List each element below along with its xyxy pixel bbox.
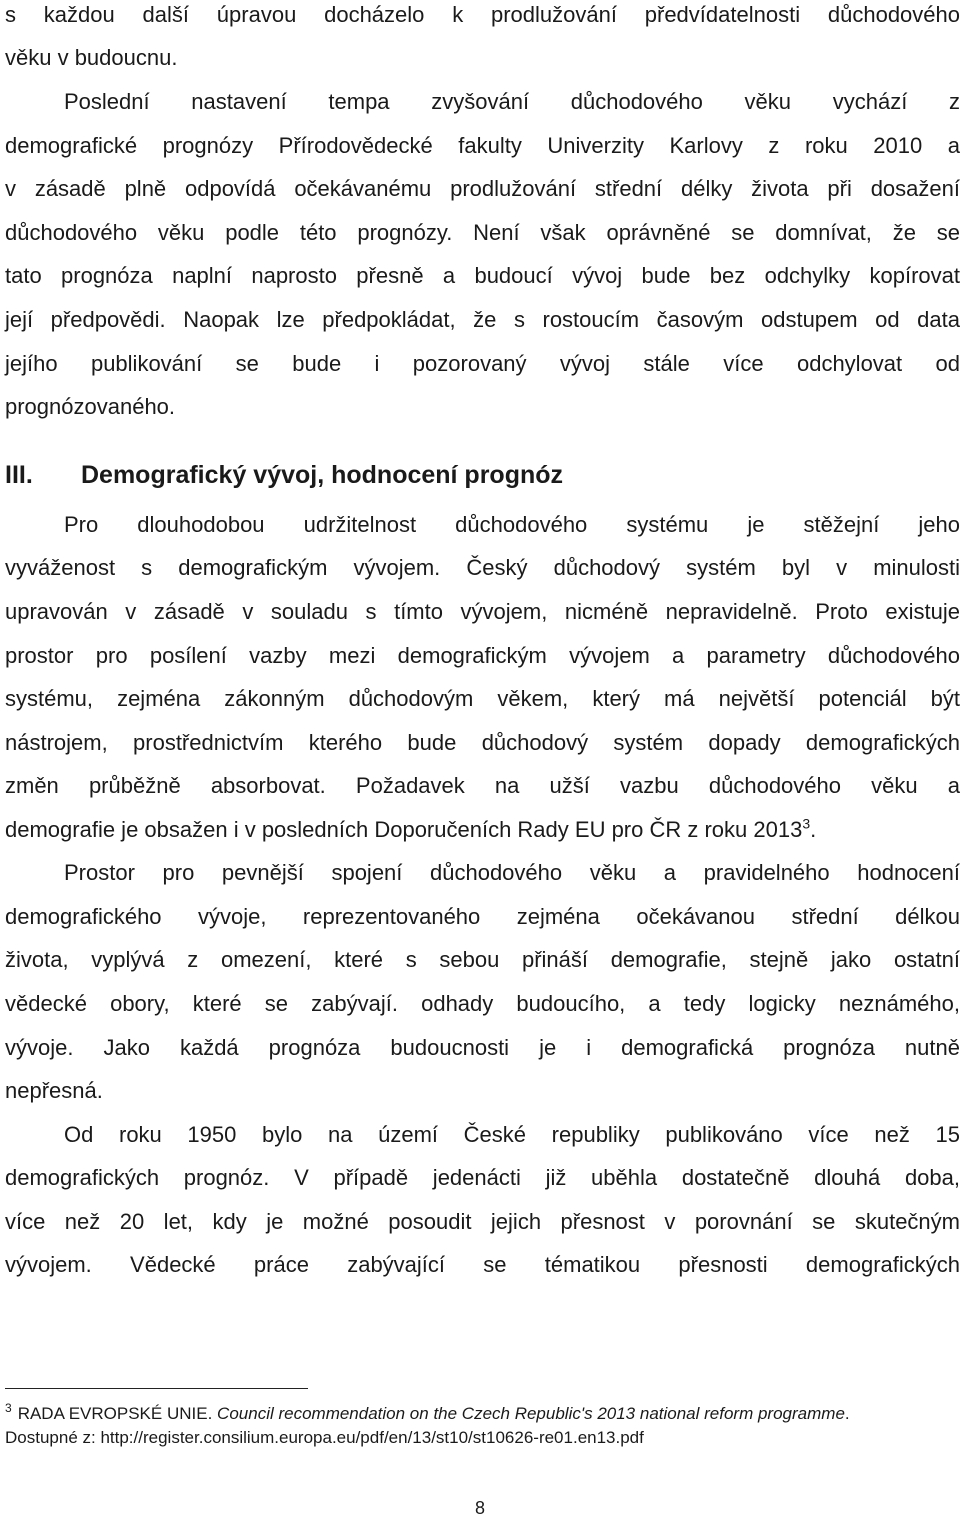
text-line: Poslední nastavení tempa zvyšování důchodového věku vychází z bbox=[64, 89, 960, 114]
text-line: její předpovědi. Naopak lze předpokládat, že s rostoucím časovým odstupem od data bbox=[5, 307, 960, 332]
text-line: více než 20 let, kdy je možné posoudit jejich přesnost v porovnání se skutečným bbox=[5, 1209, 960, 1234]
section-heading bbox=[5, 453, 960, 497]
text-line: nástrojem, prostřednictvím kterého bude důchodový systém dopady demografických bbox=[5, 730, 960, 755]
footnote bbox=[5, 1402, 850, 1426]
footnote-author: RADA EVROPSKÉ UNIE. bbox=[17, 1404, 213, 1423]
footnote-title-end: . bbox=[844, 1404, 850, 1423]
text-line: upravován v zásadě v souladu s tímto vývojem, nicméně nepravidelně. Proto existuje bbox=[5, 599, 960, 624]
text-line: prostor pro posílení vazby mezi demografickým vývojem a parametry důchodového bbox=[5, 643, 960, 668]
section-number: III. bbox=[5, 461, 33, 489]
text-line: Pro dlouhodobou udržitelnost důchodového systému je stěžejní jeho bbox=[64, 512, 960, 537]
text-line: života, vyplývá z omezení, které s sebou přináší demografie, stejně jako ostatní bbox=[5, 947, 960, 972]
text-line: demografického vývoje, reprezentovaného zejména očekávanou střední délkou bbox=[5, 904, 960, 929]
section-title: Demografický vývoj, hodnocení prognóz bbox=[81, 461, 564, 489]
footnote-title: Council recommendation on the Czech Republic's 2013 national reform programme bbox=[217, 1404, 845, 1423]
sentence-end: . bbox=[810, 817, 817, 842]
text-line: změn průběžně absorbovat. Požadavek na užší vazbu důchodového věku a bbox=[5, 773, 960, 798]
page-number: 8 bbox=[474, 1498, 485, 1518]
footnote-reference[interactable]: 3 bbox=[802, 815, 811, 832]
text-line: Prostor pro pevnější spojení důchodového věku a pravidelného hodnocení bbox=[64, 860, 960, 885]
text-line: v zásadě plně odpovídá očekávanému prodlužování střední délky života při dosažení bbox=[5, 176, 960, 201]
footnote-availability[interactable]: Dostupné z: http://register.consilium.europa.eu/pdf/en/13/st10/st10626-re01.en13.pdf bbox=[5, 1428, 644, 1447]
text-line: důchodového věku podle této prognózy. Není však oprávněné se domnívat, že se bbox=[5, 220, 960, 245]
text-line: vývoje. Jako každá prognóza budoucnosti je i demografická prognóza nutně bbox=[5, 1035, 960, 1060]
text-line: demografických prognóz. V případě jedenácti již uběhla dostatečně dlouhá doba, bbox=[5, 1165, 960, 1190]
text-line: demografické prognózy Přírodovědecké fakulty Univerzity Karlovy z roku 2010 a bbox=[5, 133, 960, 158]
text-line bbox=[5, 808, 960, 852]
text-line-content: demografie je obsažen i v posledních Doporučeních Rady EU pro ČR z roku 2013 bbox=[5, 817, 803, 842]
footnote-separator bbox=[5, 1388, 308, 1389]
text-line: s každou další úpravou docházelo k prodlužování předvídatelnosti důchodového bbox=[5, 2, 960, 27]
text-line: vědecké obory, které se zabývají. odhady budoucího, a tedy logicky neznámého, bbox=[5, 991, 960, 1016]
text-line: prognózovaného. bbox=[5, 394, 176, 419]
text-line: jejího publikování se bude i pozorovaný vývoj stále více odchylovat od bbox=[5, 351, 960, 376]
text-line: věku v budoucnu. bbox=[5, 45, 178, 70]
text-line: nepřesná. bbox=[5, 1078, 103, 1103]
footnote-mark: 3 bbox=[5, 1401, 12, 1416]
text-line: tato prognóza naplní naprosto přesně a budoucí vývoj bude bez odchylky kopírovat bbox=[5, 263, 960, 288]
text-line: vývojem. Vědecké práce zabývající se tématikou přesnosti demografických bbox=[5, 1252, 960, 1277]
text-line: systému, zejména zákonným důchodovým věkem, který má největší potenciál být bbox=[5, 686, 960, 711]
text-line: vyváženost s demografickým vývojem. Český důchodový systém byl v minulosti bbox=[5, 555, 960, 580]
text-line: Od roku 1950 bylo na území České republiky publikováno více než 15 bbox=[64, 1122, 960, 1147]
